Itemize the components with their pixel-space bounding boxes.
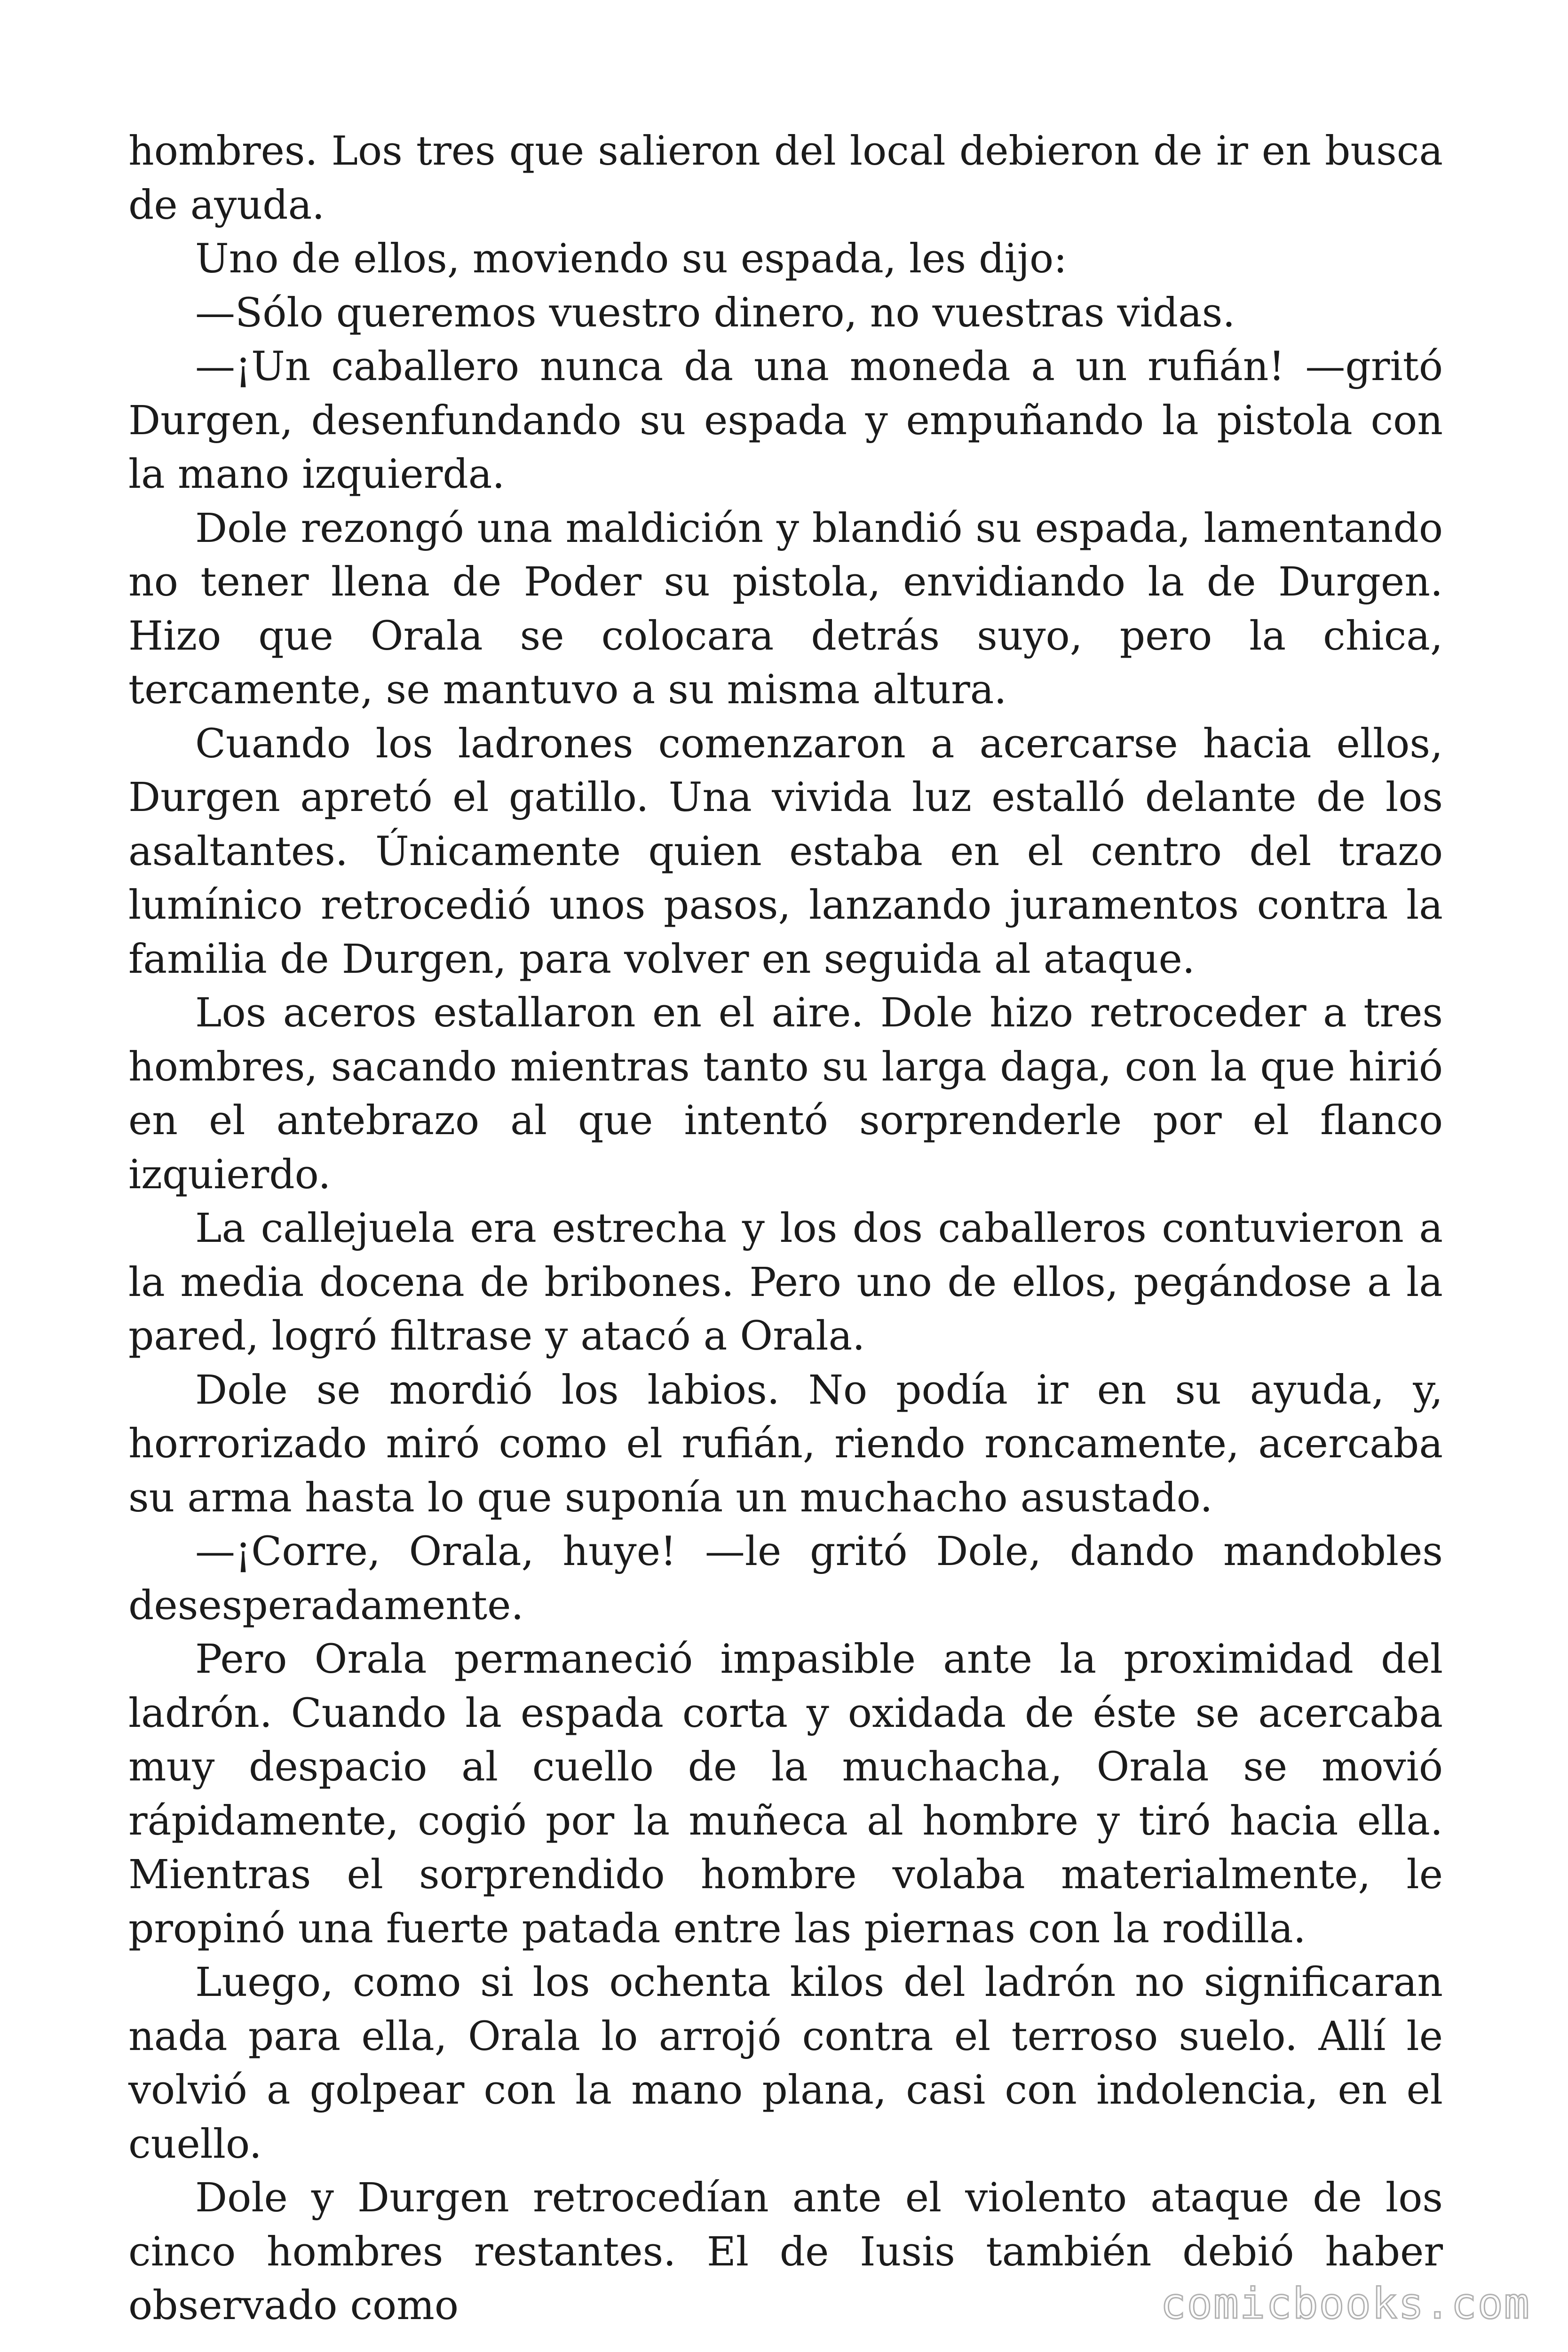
paragraph-11: Pero Orala permaneció impasible ante la proximidad del ladrón. Cuando la espada corta y oxidada de éste se acercaba muy despacio al cuello de la muchacha, Orala se movió rápidamente, cogió por la muñeca al hombre y tiró hacia ella. Mientras el sorprendido hombre volaba materialmente, le propinó una fuerte patada entre las piernas con la rodilla. [128,1636,1443,1952]
paragraph-6: Cuando los ladrones comenzaron a acercarse hacia ellos, Durgen apretó el gatillo. Una vivida luz estalló delante de los asaltantes. Únicamente quien estaba en el centro del trazo lumínico retrocedió unos pasos, lanzando juramentos contra la familia de Durgen, para volver en seguida al ataque. [128,720,1443,983]
paragraph-2: Uno de ellos, moviendo su espada, les dijo: [195,236,1067,282]
paragraph-5: Dole rezongó una maldición y blandió su espada, lamentando no tener llena de Poder su pistola, envidiando la de Durgen. Hizo que Orala se colocara detrás suyo, pero la chica, tercamente, se mantuvo a su misma altura. [128,505,1443,713]
paragraph-4: —¡Un caballero nunca da una moneda a un rufián! —gritó Durgen, desenfundando su espada y empuñando la pistola con la mano izquierda. [128,343,1443,498]
watermark: comicbooks.com [1160,2279,1530,2328]
paragraph-3: —Sólo queremos vuestro dinero, no vuestras vidas. [195,289,1235,336]
paragraph-1: hombres. Los tres que salieron del local debieron de ir en busca de ayuda. [128,128,1443,229]
paragraph-12: Luego, como si los ochenta kilos del ladrón no significaran nada para ella, Orala lo arrojó contra el terroso suelo. Allí le volvió a golpear con la mano plana, casi con indolencia, en el cuello. [128,1959,1443,2168]
paragraph-9: Dole se mordió los labios. No podía ir en su ayuda, y, horrorizado miró como el rufián, riendo roncamente, acercaba su arma hasta lo que suponía un muchacho asustado. [128,1367,1443,1521]
paragraph-7: Los aceros estallaron en el aire. Dole hizo retroceder a tres hombres, sacando mientras tanto su larga daga, con la que hirió en el antebrazo al que intentó sorprenderle por el flanco izquierdo. [128,990,1443,1198]
paragraph-10: —¡Corre, Orala, huye! —le gritó Dole, dando mandobles desesperadamente. [128,1528,1443,1629]
page-body [128,125,1443,2333]
paragraph-13: Dole y Durgen retrocedían ante el violento ataque de los cinco hombres restantes. El de Iusis también debió haber observado como [128,2175,1443,2329]
paragraph-8: La callejuela era estrecha y los dos caballeros contuvieron a la media docena de bribones. Pero uno de ellos, pegándose a la pared, logró filtrase y atacó a Orala. [128,1205,1443,1359]
